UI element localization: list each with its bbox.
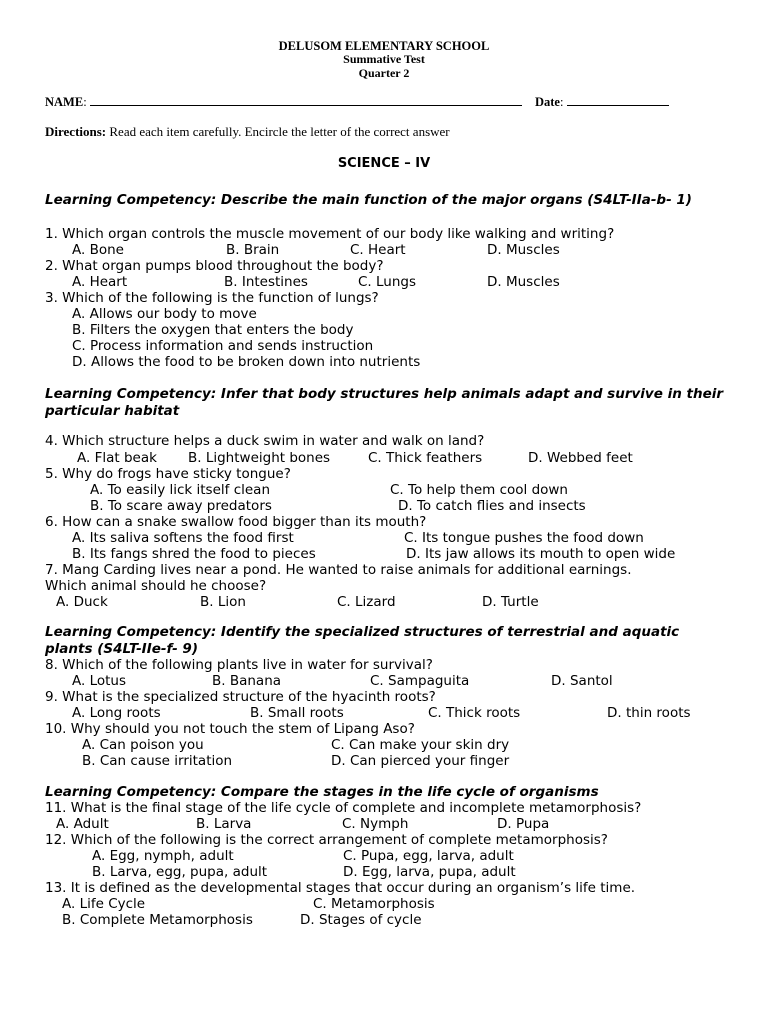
- question-text: 8. Which of the following plants live in water for survival?: [45, 657, 433, 673]
- competency-heading: Learning Competency: Describe the main function of the major organs (S4LT-IIa-b- 1): [45, 192, 692, 208]
- answer-option[interactable]: B. Larva, egg, pupa, adult: [92, 864, 268, 880]
- question-text: 13. It is defined as the developmental stages that occur during an organism’s life time.: [45, 880, 636, 896]
- date-blank[interactable]: [567, 94, 669, 106]
- answer-option[interactable]: C. Can make your skin dry: [331, 737, 510, 753]
- quarter-label: Quarter 2: [358, 66, 410, 80]
- answer-option[interactable]: A. Adult: [56, 816, 109, 832]
- question-text: 11. What is the final stage of the life cycle of complete and incomplete metamorphosis?: [45, 800, 642, 816]
- answer-option[interactable]: B. Complete Metamorphosis: [62, 912, 253, 928]
- answer-option[interactable]: A. Its saliva softens the food first: [72, 530, 294, 546]
- answer-option[interactable]: A. Can poison you: [82, 737, 204, 753]
- answer-option[interactable]: D. Allows the food to be broken down into nutrients: [72, 354, 421, 370]
- answer-option[interactable]: A. Flat beak: [77, 450, 157, 466]
- answer-option[interactable]: A. Allows our body to move: [72, 306, 257, 322]
- answer-option[interactable]: C. Lungs: [358, 274, 417, 290]
- answer-option[interactable]: B. Larva: [196, 816, 252, 832]
- answer-option[interactable]: A. Duck: [56, 594, 108, 610]
- question-text: 4. Which structure helps a duck swim in water and walk on land?: [45, 433, 485, 449]
- answer-option[interactable]: B. Its fangs shred the food to pieces: [72, 546, 316, 562]
- competency-heading: Learning Competency: Infer that body structures help animals adapt and survive in their particular habitat: [45, 386, 724, 419]
- directions: [45, 124, 450, 140]
- answer-option[interactable]: C. Thick roots: [428, 705, 521, 721]
- answer-option[interactable]: A. Life Cycle: [62, 896, 146, 912]
- question-text: 1. Which organ controls the muscle movement of our body like walking and writing?: [45, 226, 615, 242]
- question-text: 10. Why should you not touch the stem of Lipang Aso?: [45, 721, 415, 737]
- answer-option[interactable]: D. Muscles: [487, 242, 560, 258]
- answer-option[interactable]: C. Its tongue pushes the food down: [404, 530, 644, 546]
- question-text: 9. What is the specialized structure of the hyacinth roots?: [45, 689, 436, 705]
- answer-option[interactable]: C. Pupa, egg, larva, adult: [343, 848, 514, 864]
- answer-option[interactable]: D. Santol: [551, 673, 613, 689]
- answer-option[interactable]: B. To scare away predators: [90, 498, 272, 514]
- directions-text: Read each item carefully. Encircle the letter of the correct answer: [106, 124, 450, 139]
- question-text-continued: Which animal should he choose?: [45, 578, 267, 594]
- answer-option[interactable]: A. Heart: [72, 274, 128, 290]
- answer-option[interactable]: B. Small roots: [250, 705, 344, 721]
- answer-option[interactable]: D. Its jaw allows its mouth to open wide: [406, 546, 676, 562]
- competency-heading: Learning Competency: Compare the stages in the life cycle of organisms: [45, 784, 599, 800]
- answer-option[interactable]: D. Turtle: [482, 594, 539, 610]
- answer-option[interactable]: D. Stages of cycle: [300, 912, 422, 928]
- question-text: 3. Which of the following is the function of lungs?: [45, 290, 379, 306]
- directions-label: Directions:: [45, 124, 107, 139]
- answer-option[interactable]: C. Thick feathers: [368, 450, 483, 466]
- answer-option[interactable]: D. Webbed feet: [528, 450, 633, 466]
- test-type: Summative Test: [343, 52, 425, 66]
- question-text: 5. Why do frogs have sticky tongue?: [45, 466, 291, 482]
- answer-option[interactable]: D. Can pierced your finger: [331, 753, 510, 769]
- question-text: 2. What organ pumps blood throughout the body?: [45, 258, 384, 274]
- subject-title: SCIENCE – IV: [337, 156, 431, 171]
- name-blank[interactable]: [90, 94, 522, 106]
- answer-option[interactable]: C. To help them cool down: [390, 482, 568, 498]
- date-label: Date: [534, 95, 560, 109]
- answer-option[interactable]: C. Nymph: [342, 816, 409, 832]
- answer-option[interactable]: D. Pupa: [497, 816, 550, 832]
- answer-option[interactable]: A. Bone: [72, 242, 124, 258]
- answer-option[interactable]: D. Muscles: [487, 274, 560, 290]
- question-text: 7. Mang Carding lives near a pond. He wanted to raise animals for additional earnings.: [45, 562, 632, 578]
- question-text: 12. Which of the following is the correct arrangement of complete metamorphosis?: [45, 832, 608, 848]
- answer-option[interactable]: B. Banana: [212, 673, 282, 689]
- answer-option[interactable]: B. Lightweight bones: [188, 450, 331, 466]
- answer-option[interactable]: C. Heart: [350, 242, 406, 258]
- answer-option[interactable]: B. Filters the oxygen that enters the body: [72, 322, 354, 338]
- answer-option[interactable]: B. Can cause irritation: [82, 753, 233, 769]
- answer-option[interactable]: C. Metamorphosis: [313, 896, 435, 912]
- answer-option[interactable]: D. To catch flies and insects: [398, 498, 586, 514]
- answer-option[interactable]: C. Sampaguita: [370, 673, 470, 689]
- competency-heading: Learning Competency: Identify the specialized structures of terrestrial and aquatic plants (S4LT-IIe-f- 9): [45, 624, 680, 657]
- answer-option[interactable]: B. Intestines: [224, 274, 308, 290]
- answer-option[interactable]: B. Lion: [200, 594, 246, 610]
- answer-option[interactable]: A. To easily lick itself clean: [90, 482, 270, 498]
- answer-option[interactable]: A. Egg, nymph, adult: [92, 848, 234, 864]
- answer-option[interactable]: A. Lotus: [72, 673, 127, 689]
- answer-option[interactable]: C. Lizard: [337, 594, 396, 610]
- answer-option[interactable]: D. Egg, larva, pupa, adult: [343, 864, 516, 880]
- answer-option[interactable]: D. thin roots: [607, 705, 691, 721]
- answer-option[interactable]: C. Process information and sends instruction: [72, 338, 374, 354]
- school-name: DELUSOM ELEMENTARY SCHOOL: [278, 39, 490, 53]
- name-date-row: NAME: Date:: [45, 94, 725, 110]
- question-text: 6. How can a snake swallow food bigger than its mouth?: [45, 514, 427, 530]
- answer-option[interactable]: B. Brain: [226, 242, 280, 258]
- answer-option[interactable]: A. Long roots: [72, 705, 161, 721]
- name-label: NAME: [45, 95, 84, 109]
